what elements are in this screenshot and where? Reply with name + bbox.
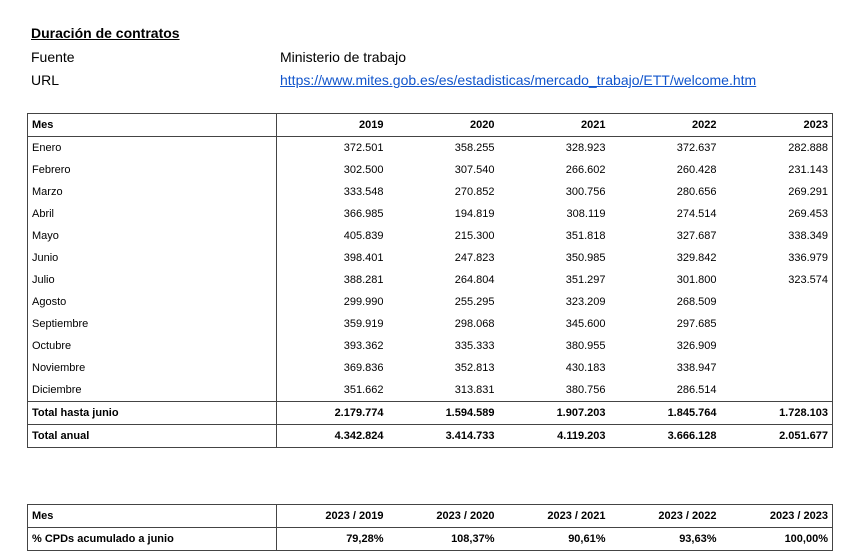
value-cell[interactable]: 2023 / 2023 <box>721 505 833 528</box>
contracts-table <box>27 113 833 448</box>
value-cell[interactable]: 93,63% <box>610 528 721 551</box>
value-cell[interactable]: 430.183 <box>565 362 606 374</box>
value-cell[interactable]: 280.656 <box>676 186 717 198</box>
value-cell[interactable]: 372.637 <box>676 142 717 154</box>
value-cell[interactable]: 405.839 <box>343 230 384 242</box>
row-label-cell[interactable]: Octubre <box>28 335 277 357</box>
value-cell[interactable]: 328.923 <box>565 142 606 154</box>
value-cell[interactable]: 90,61% <box>499 528 610 551</box>
value-cell[interactable]: 307.540 <box>454 164 495 176</box>
value-cell[interactable]: 194.819 <box>454 208 495 220</box>
row-label-cell[interactable]: Abril <box>28 203 277 225</box>
row-label-cell[interactable]: Septiembre <box>28 313 277 335</box>
sheet-title: Duración de contratos <box>31 25 180 41</box>
value-cell[interactable]: 335.333 <box>454 340 495 352</box>
value-cell[interactable]: 2023 / 2020 <box>388 505 499 528</box>
value-cell[interactable]: 268.509 <box>676 296 717 308</box>
header-row <box>28 505 833 528</box>
value-cell[interactable]: 336.979 <box>721 247 833 269</box>
value-cell[interactable]: 255.295 <box>454 296 495 308</box>
ratio-row <box>28 528 833 551</box>
url-label: URL <box>31 72 60 88</box>
value-cell[interactable]: 350.985 <box>565 252 606 264</box>
row-label-cell[interactable]: Junio <box>28 247 277 269</box>
value-cell[interactable]: 297.685 <box>676 318 717 330</box>
value-cell[interactable]: 3.666.128 <box>610 425 721 448</box>
value-cell[interactable]: 366.985 <box>343 208 384 220</box>
value-cell[interactable]: 345.600 <box>565 318 606 330</box>
value-cell[interactable]: 215.300 <box>454 230 495 242</box>
value-cell[interactable]: 369.836 <box>343 362 384 374</box>
row-label-cell[interactable]: Mes <box>28 114 277 137</box>
value-cell[interactable]: 2023 / 2019 <box>277 505 388 528</box>
value-cell[interactable]: 2020 <box>388 114 499 137</box>
value-cell[interactable]: 260.428 <box>676 164 717 176</box>
row-label-cell[interactable]: Agosto <box>28 291 277 313</box>
value-cell[interactable]: 388.281 <box>343 274 384 286</box>
value-cell[interactable]: 299.990 <box>343 296 384 308</box>
value-cell[interactable]: 302.500 <box>343 164 384 176</box>
header-row <box>28 114 833 137</box>
value-cell[interactable]: 326.909 <box>676 340 717 352</box>
value-cell[interactable]: 2.179.774 <box>277 402 388 425</box>
value-cell[interactable]: 269.291 <box>721 181 833 203</box>
source-value: Ministerio de trabajo <box>280 49 407 65</box>
value-cell[interactable]: 2.051.677 <box>721 425 833 448</box>
value-cell[interactable]: 300.756 <box>565 186 606 198</box>
value-cell[interactable]: 269.453 <box>721 203 833 225</box>
value-cell[interactable]: 79,28% <box>277 528 388 551</box>
table-row <box>28 291 833 313</box>
value-cell[interactable]: 398.401 <box>343 252 384 264</box>
value-cell[interactable] <box>721 357 833 379</box>
value-cell[interactable]: 1.728.103 <box>721 402 833 425</box>
value-cell[interactable]: 380.955 <box>565 340 606 352</box>
ratio-table <box>27 504 833 551</box>
total-row <box>28 425 833 448</box>
row-label-cell[interactable]: Diciembre <box>28 379 277 402</box>
value-cell[interactable]: 1.594.589 <box>388 402 499 425</box>
value-cell[interactable]: 380.756 <box>565 384 606 396</box>
total-row <box>28 402 833 425</box>
value-cell[interactable]: 2023 / 2021 <box>499 505 610 528</box>
value-cell[interactable]: 358.255 <box>454 142 495 154</box>
value-cell[interactable]: 1.845.764 <box>610 402 721 425</box>
value-cell[interactable]: 323.574 <box>721 269 833 291</box>
url-link[interactable]: https://www.mites.gob.es/es/estadisticas/mercado_trabajo/ETT/welcome.htm <box>280 72 757 88</box>
value-cell[interactable]: 264.804 <box>454 274 495 286</box>
value-cell[interactable]: 333.548 <box>343 186 384 198</box>
value-cell[interactable]: 270.852 <box>454 186 495 198</box>
table-row <box>28 269 833 291</box>
value-cell[interactable]: 329.842 <box>676 252 717 264</box>
value-cell[interactable]: 308.119 <box>566 208 606 220</box>
table-row <box>28 379 833 402</box>
value-cell[interactable]: 313.831 <box>454 384 495 396</box>
value-cell[interactable] <box>721 335 833 357</box>
table-row <box>28 137 833 160</box>
table-row <box>28 335 833 357</box>
value-cell[interactable]: 4.119.203 <box>499 425 610 448</box>
table-row <box>28 225 833 247</box>
row-label-cell[interactable]: Enero <box>28 137 277 160</box>
value-cell[interactable]: 108,37% <box>388 528 499 551</box>
row-label-cell[interactable]: Febrero <box>28 159 277 181</box>
row-label-cell[interactable]: Mayo <box>28 225 277 247</box>
value-cell[interactable] <box>721 291 833 313</box>
value-cell[interactable]: 359.919 <box>343 318 384 330</box>
value-cell[interactable]: 338.349 <box>721 225 833 247</box>
value-cell[interactable] <box>721 379 833 402</box>
value-cell[interactable]: 4.342.824 <box>277 425 388 448</box>
value-cell[interactable] <box>721 313 833 335</box>
row-label-cell[interactable]: Marzo <box>28 181 277 203</box>
row-label-cell[interactable]: % CPDs acumulado a junio <box>28 528 277 551</box>
value-cell[interactable]: 327.687 <box>676 230 717 242</box>
value-cell[interactable]: 3.414.733 <box>388 425 499 448</box>
table-row <box>28 203 833 225</box>
value-cell[interactable]: 2023 / 2022 <box>610 505 721 528</box>
value-cell[interactable]: 372.501 <box>343 142 384 154</box>
value-cell[interactable]: 282.888 <box>721 137 833 160</box>
value-cell[interactable]: 2021 <box>499 114 610 137</box>
value-cell[interactable]: 352.813 <box>454 362 495 374</box>
value-cell[interactable]: 1.907.203 <box>499 402 610 425</box>
value-cell[interactable]: 323.209 <box>565 296 606 308</box>
value-cell[interactable]: 393.362 <box>343 340 384 352</box>
value-cell[interactable]: 2019 <box>277 114 388 137</box>
value-cell[interactable]: 351.297 <box>565 274 606 286</box>
value-cell[interactable]: 231.143 <box>721 159 833 181</box>
value-cell[interactable]: 247.823 <box>454 252 495 264</box>
table-row <box>28 181 833 203</box>
value-cell[interactable]: 338.947 <box>676 362 717 374</box>
row-label-cell[interactable]: Noviembre <box>28 357 277 379</box>
value-cell[interactable]: 274.514 <box>676 208 717 220</box>
row-label-cell[interactable]: Julio <box>28 269 277 291</box>
table-row <box>28 357 833 379</box>
table-row <box>28 313 833 335</box>
table-row <box>28 159 833 181</box>
value-cell[interactable]: 298.068 <box>454 318 495 330</box>
table-row <box>28 247 833 269</box>
source-label: Fuente <box>31 49 75 65</box>
value-cell[interactable]: 301.800 <box>676 274 717 286</box>
value-cell[interactable]: 2023 <box>721 114 833 137</box>
value-cell[interactable]: 286.514 <box>676 384 717 396</box>
value-cell[interactable]: 100,00% <box>721 528 833 551</box>
value-cell[interactable]: 351.662 <box>343 384 384 396</box>
row-label-cell[interactable]: Total anual <box>28 425 277 448</box>
row-label-cell[interactable]: Mes <box>28 505 277 528</box>
value-cell[interactable]: 266.602 <box>565 164 606 176</box>
value-cell[interactable]: 351.818 <box>565 230 606 242</box>
row-label-cell[interactable]: Total hasta junio <box>28 402 277 425</box>
value-cell[interactable]: 2022 <box>610 114 721 137</box>
